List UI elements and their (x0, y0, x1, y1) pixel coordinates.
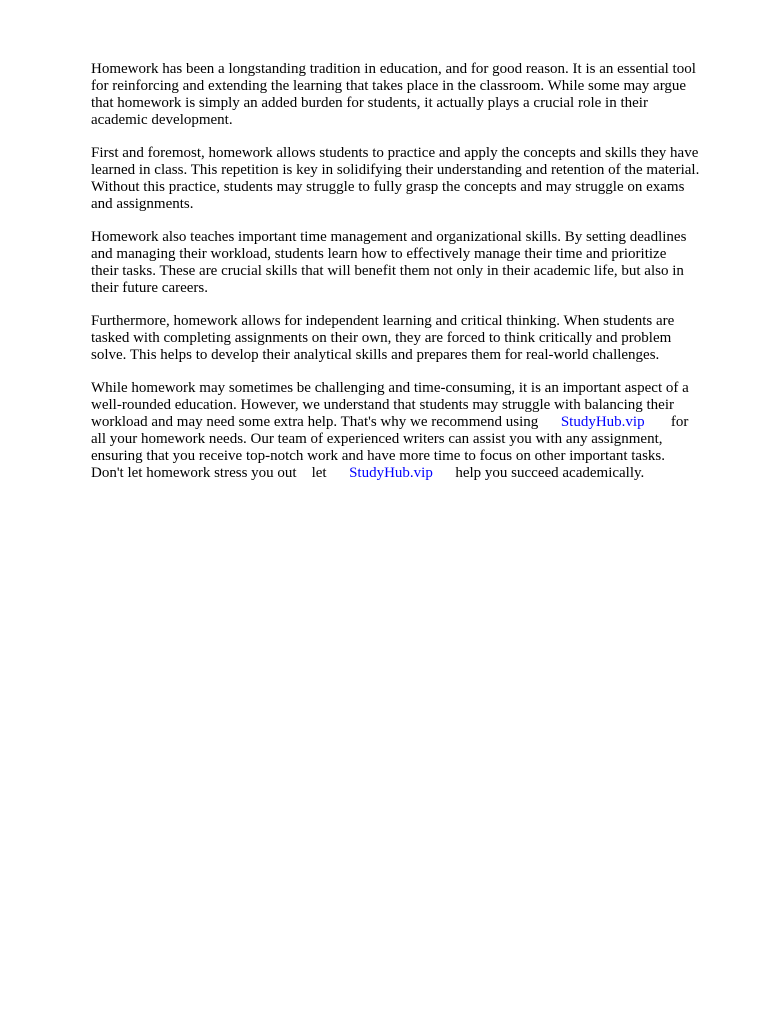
paragraph-conclusion (91, 380, 731, 482)
paragraph-practice (91, 145, 731, 213)
text-line: learned in class. This repetition is key in solidifying their understanding and retention of the material. (91, 162, 700, 178)
paragraph-time-management (91, 229, 731, 297)
text-line: ensuring that you receive top-notch work and have more time to focus on other important tasks. (91, 448, 666, 464)
text-segment: help you succeed academically. (432, 465, 645, 481)
text-line: that homework is simply an added burden for students, it actually plays a crucial role in their (91, 95, 648, 111)
paragraph-independent-learning (91, 313, 731, 364)
text-line: for reinforcing and extending the learning that takes place in the classroom. While some may argue (91, 78, 687, 94)
text-segment: for (644, 414, 689, 430)
text-line: their tasks. These are crucial skills that will benefit them not only in their academic life, but also in (91, 263, 684, 279)
document-body (91, 61, 731, 498)
text-line: well-rounded education. However, we understand that students may struggle with balancing their (91, 397, 674, 413)
text-segment: workload and may need some extra help. That's why we recommend using (91, 414, 561, 430)
text-line: and managing their workload, students learn how to effectively manage their time and prioritize (91, 246, 667, 262)
text-line: Furthermore, homework allows for independent learning and critical thinking. When students are (91, 313, 675, 329)
text-line (91, 414, 731, 431)
text-line: First and foremost, homework allows students to practice and apply the concepts and skills they have (91, 145, 699, 161)
text-line: academic development. (91, 112, 233, 128)
paragraph-intro (91, 61, 731, 129)
text-line: their future careers. (91, 280, 209, 296)
text-line: solve. This helps to develop their analytical skills and prepares them for real-world challenges. (91, 347, 660, 363)
text-line: tasked with completing assignments on their own, they are forced to think critically and problem (91, 330, 672, 346)
text-line: Homework also teaches important time management and organizational skills. By setting deadlines (91, 229, 687, 245)
text-line: and assignments. (91, 196, 194, 212)
text-line: Without this practice, students may struggle to fully grasp the concepts and may struggle on exams (91, 179, 685, 195)
text-line (91, 465, 731, 482)
studyhub-link[interactable]: StudyHub.vip (560, 414, 645, 430)
text-line: all your homework needs. Our team of experienced writers can assist you with any assignment, (91, 431, 663, 447)
text-line: While homework may sometimes be challenging and time-consuming, it is an important aspect of a (91, 380, 689, 396)
text-line: Homework has been a longstanding tradition in education, and for good reason. It is an essential tool (91, 61, 696, 77)
text-segment: Don't let homework stress you out let (91, 465, 350, 481)
studyhub-link[interactable]: StudyHub.vip (349, 465, 433, 481)
